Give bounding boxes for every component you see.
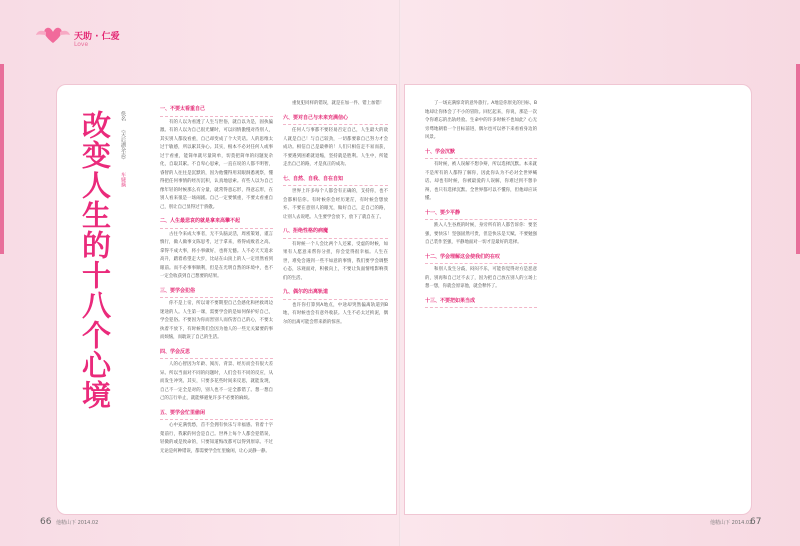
section-divider [425, 219, 537, 220]
author: 佚名 《天后湖杂志》 [120, 111, 126, 162]
body-paragraph: 古往今来成大事者，无不头脑灵活，周密策划，谨言慎行，做人做事文陈思考，过于拿来，将得成败者之高。拿得不成大事，将小事做好，也将无憾。人不必天天追求高升，踏着希望走大步，比站在山顶上的人一定坦然看到眼前。而不必事事顺利，但是在光明自然的环境中，也不一定会收获到自己想要的结果。 [160, 231, 273, 279]
right-edge-tab [796, 64, 800, 254]
section-heading: 七、自然、自我、自在自知 [283, 175, 344, 182]
body-paragraph: 和别人发生分歧，闷闷不乐，可能你觉得对方是恶意的，别再和自己过不去了，因为把自己放在别人的立场上想一想，你就会原谅他，就会释怀了。 [425, 267, 537, 289]
left-column-1 [160, 100, 273, 458]
section-heading: 三、要学会犯俗 [160, 287, 196, 294]
right-column-1 [425, 100, 537, 310]
wings-heart-icon [36, 24, 70, 46]
section-divider [425, 307, 537, 308]
page-gutter [399, 0, 401, 546]
section-divider [425, 158, 537, 159]
section-heading: 十二、学会理解这会使我们的在叹 [425, 253, 501, 260]
page-number-right: 67 [750, 517, 762, 527]
section-divider [425, 263, 537, 264]
section-heading: 十三、不要把如果当成 [425, 297, 476, 304]
body-paragraph: 重复犯同样的错误，就是在加一件、错上加错！ [292, 101, 385, 106]
section-heading: 九、偶尔的出离轨道 [283, 289, 329, 295]
magazine-issue-right: 他精山下 2014.02 [710, 520, 753, 526]
section-heading: 一、不要太看重自己 [160, 106, 206, 112]
section-divider [283, 124, 388, 125]
article-byline [120, 111, 127, 271]
body-paragraph: 有时候一个人会比两个人还累，受虚的时候，如果有人愿意来帮你分担，你会觉得很幸福。人生在世，难免会遇到一些不如意的事情，我们要学会调整心态，乐观面对，积极向上，不要让负面情绪影响我们的生活。 [283, 241, 388, 281]
article-title: 改变人生的十八个心境 [78, 110, 112, 410]
section-divider [283, 238, 388, 239]
section-divider [283, 299, 388, 300]
body-paragraph: 任何人与事都不要轻易否定自己，人生最大的敌人就是自己！与自己较劲，一切都要靠自己努力才会成功。相信自己是最棒的！人们只相信走不易而获，不要遇到困难就退缩，坚持就是胜利。人生中，所能走出自己的路，才是真正的成功。 [283, 128, 388, 167]
section-divider [160, 228, 273, 229]
section-heading: 四、学会反思 [160, 348, 191, 355]
section-divider [160, 358, 273, 359]
body-paragraph: 了一场充满惊奇的意外旅行。A地是你原先的目标，B地却让你体会了不小的冒险。回忆起来，你说，那是一次令你难忘的出轨经验。生命中的许多时候不也如此？心无旁骛地朝着一个目标前进，偶尔也可以停下来看看身边的风景。 [425, 101, 537, 140]
section-divider [160, 297, 273, 298]
body-paragraph: 你不是上帝，所以请不要期望自己会感化和拯救周边迷途的人。人生第一课，需要学会的是如何保护好自己，学会犯俗。不要因为你而害别人而伤害自己的心，不要太执着不放下，有时候我们会因为他人的一些无关紧要的事而烦恼，而耽误了自己的生活。 [160, 301, 273, 340]
section-heading: 六、要对自己与未来充满信心 [283, 114, 349, 121]
section-brand-subtitle: Love [74, 41, 89, 48]
left-column-2 [283, 100, 388, 329]
left-edge-tab [0, 64, 4, 254]
body-paragraph: 也许你打算到A地点，中途却突然偏离轨道到B地，有时候也会有意外收获。人生不必太过拘泥，偶尔的出离可能会带来新的惊喜。 [283, 302, 388, 325]
section-heading: 二、人生最悲哀的就是拿来高攀不起 [160, 218, 241, 224]
page-number-left: 66 [40, 517, 52, 527]
section-heading: 十一、要少平静 [425, 209, 461, 216]
section-divider [160, 116, 273, 117]
editor: 车婕摘 [120, 172, 126, 187]
section-divider [160, 419, 273, 420]
section-brand: 天助 · 仁爱 [74, 32, 120, 42]
body-paragraph: 人的心智因为年龄、阅历、背景、经历而会有很大差异。所以当面对不同的问题时，人们会有不同的反应，从而发生冲突。其实，只要多花些时间来反思，就能发现，自己不一定全是对的，别人也不一定全都错了。想一想自己的言行举止，就能够避免许多不必要的麻烦。 [160, 362, 273, 401]
section-heading: 八、拒绝性格的病魔 [283, 228, 329, 234]
section-heading: 五、要学会忙里偷闲 [160, 409, 206, 416]
body-paragraph: 跌入人生谷底的时候，身旁所有的人都告诉你：要坚强，要快乐！坚强固然可贵，但是快乐是天赋。不要勉强自己装作坚强，平静地面对一切才是最好的选择。 [425, 223, 537, 245]
body-paragraph: 有的人以为看透了人生与世俗，就自以为是，固执偏激。有的人以为自己很光耀时，可以同情傲慢对待别人，其实别人都没看重，自己却变成了个大笑话。人的思维太过于敏感，所以累其身心。其实，根本不必对任何人或事过于看重，能简单就尽量简单，切莫把简单的问题复杂化，自取其累。不自卑心思索，一直在说的人都不明智，睿智的人往往是沉默的，因为他懂得用双眼洞悉观察，懂得把任何事情的经历沉积，认真地思索。有些人以为自己像年轻的时候那么有分量，就常得意忘形，得意忘形，在别人看来很是一场闹剧。自己一定要慎重，不要太看重自己，别让自己显得过于骄傲。 [160, 119, 273, 210]
body-paragraph: 心中充满忧愁，首不会拥有快乐与幸福感。背着十字架前行，我累的何会是自己。世界上每个人都会犯错误，轻微的或是致命的，只要知道悔改都可以得到原谅。不过无论是何种错误，都需要学会忙里偷闲，让心灵静一静。 [160, 423, 273, 454]
body-paragraph: 世界上许多每个人都会有正确的，支持你，也不会都相信你。有时候你会经历迷茫，有时候会想放弃。不要在意别人的眼光，做好自己，走自己的路，让别人去说吧。人生要学会放下，放下了就自在了。 [283, 189, 388, 220]
magazine-issue-left: 他精山下 2014.02 [56, 520, 99, 526]
section-divider [283, 185, 388, 186]
body-paragraph: 有时候，被人误解不想争辩，所以选择沉默。本来就不是所有的人都得了解你，因此你认为不必对全世界喊话。却也有时候，你被最爱的人误解，你难过到不想争辩，也只有选择沉默。全世界都可以不懂你，但他却应该懂。 [425, 162, 537, 201]
section-heading: 十、学会沉默 [425, 148, 456, 155]
